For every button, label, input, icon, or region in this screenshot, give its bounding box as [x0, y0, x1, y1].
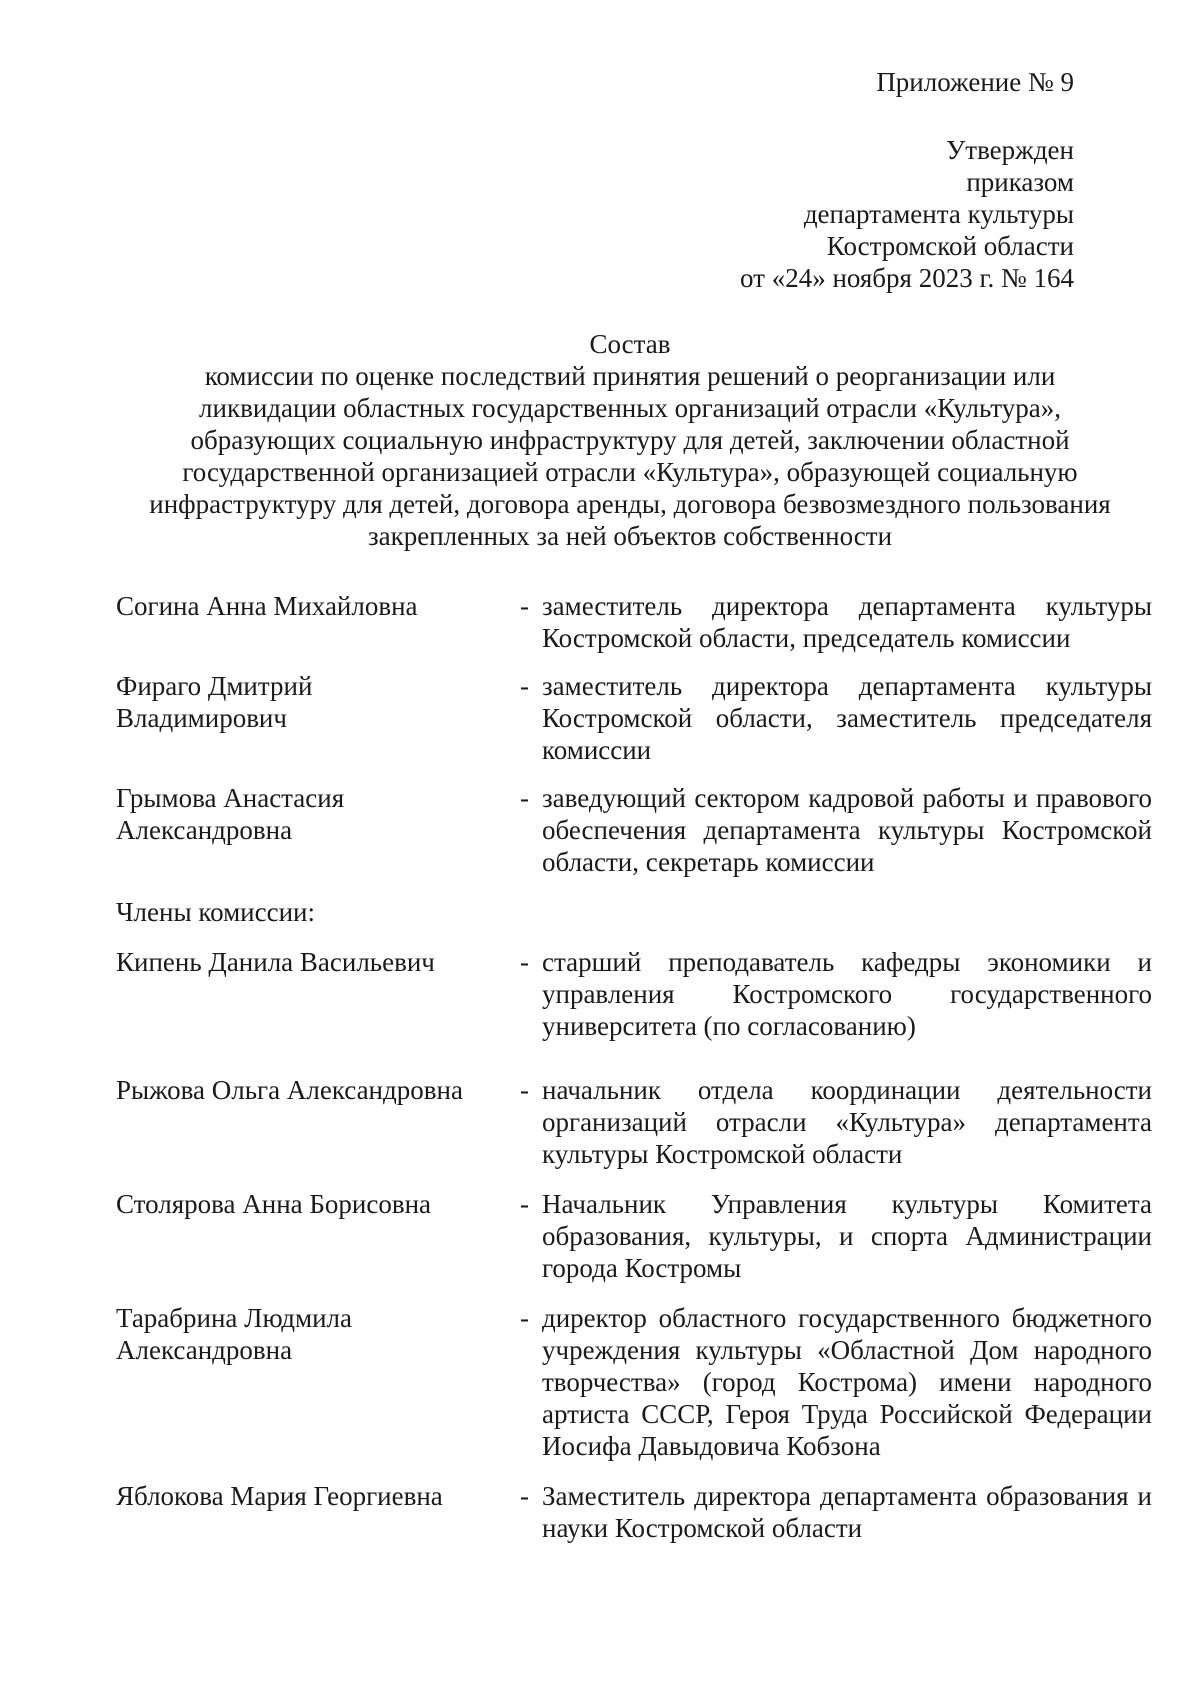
title-line: образующих социальную инфраструктуру для детей, заключении областной [190, 425, 1070, 455]
member-dash: - [520, 1481, 529, 1511]
commission-list [116, 590, 1152, 1544]
title-line: государственной организацией отрасли «Культура», образующей социальную [182, 457, 1078, 487]
member-row [116, 590, 1152, 654]
approval-line: департамента культуры [803, 199, 1074, 229]
member-role: Начальник Управления культуры Комитета образования, культуры, и спорта Администрации города Костромы [542, 1189, 1152, 1283]
member-dash: - [520, 591, 529, 621]
member-row [116, 670, 1152, 766]
member-name: Рыжова Ольга Александровна [116, 1075, 463, 1105]
member-name: Столярова Анна Борисовна [116, 1189, 432, 1219]
approval-stamp [740, 134, 1074, 294]
member-row [116, 1302, 1152, 1462]
member-dash: - [520, 671, 529, 701]
title-heading: Состав [589, 329, 671, 359]
member-row [116, 1480, 1152, 1544]
members-section-label: Члены комиссии: [116, 897, 315, 927]
approval-line: от «24» ноября 2023 г. № 164 [740, 263, 1074, 293]
title-line: закрепленных за ней объектов собственности [367, 521, 893, 551]
member-name: Грымова Анастасия Александровна [116, 783, 345, 845]
approval-line: приказом [966, 167, 1074, 197]
member-name: Фираго Дмитрий Владимирович [116, 671, 313, 733]
member-role: директор областного государственного бюджетного учреждения культуры «Областной Дом народного творчества» (город Кострома) имени народного артиста СССР, Героя Труда Российской Федерации Иосифа Давыдовича Кобзона [542, 1303, 1152, 1461]
appendix-number: Приложение № 9 [876, 67, 1074, 97]
member-row [116, 946, 1152, 1042]
approval-line: Костромской области [826, 231, 1074, 261]
member-name: Согина Анна Михайловна [116, 591, 418, 621]
title-line: комиссии по оценке последствий принятия решений о реорганизации или [204, 361, 1056, 391]
member-row [116, 782, 1152, 878]
member-row [116, 1074, 1152, 1170]
member-name: Тарабрина Людмила Александровна [116, 1303, 352, 1365]
member-dash: - [520, 1303, 529, 1333]
member-role: заместитель директора департамента культуры Костромской области, заместитель председателя комиссии [542, 671, 1152, 765]
member-dash: - [520, 783, 529, 813]
member-role: начальник отдела координации деятельности организаций отрасли «Культура» департамента культуры Костромской области [542, 1075, 1152, 1169]
member-role: заместитель директора департамента культуры Костромской области, председатель комиссии [542, 591, 1152, 653]
member-dash: - [520, 947, 529, 977]
member-row [116, 1188, 1152, 1284]
member-role: заведующий сектором кадровой работы и правового обеспечения департамента культуры Костромской области, секретарь комиссии [542, 783, 1152, 877]
member-name: Яблокова Мария Георгиевна [116, 1481, 443, 1511]
title-line: инфраструктуру для детей, договора аренды, договора безвозмездного пользования [149, 489, 1111, 519]
document-title [110, 328, 1150, 552]
member-dash: - [520, 1189, 529, 1219]
member-name: Кипень Данила Васильевич [116, 947, 435, 977]
approval-line: Утвержден [946, 135, 1074, 165]
member-role: Заместитель директора департамента образования и науки Костромской области [542, 1481, 1152, 1543]
member-role: старший преподаватель кафедры экономики и управления Костромского государственного университета (по согласованию) [542, 947, 1152, 1041]
title-line: ликвидации областных государственных организаций отрасли «Культура», [199, 393, 1061, 423]
member-dash: - [520, 1075, 529, 1105]
